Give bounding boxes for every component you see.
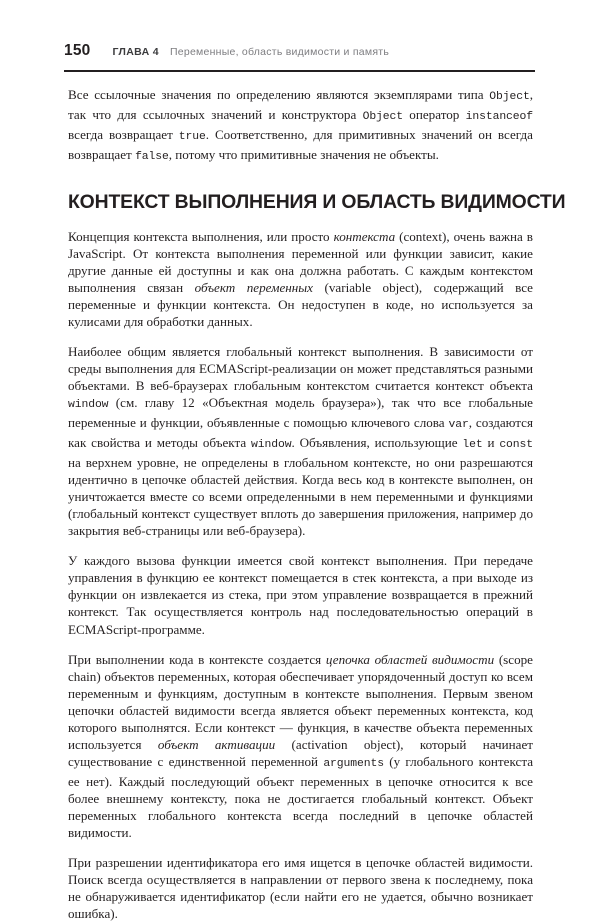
page-content bbox=[68, 86, 566, 922]
chapter-label: ГЛАВА 4 bbox=[112, 46, 159, 58]
text-run: (context), очень важна в JavaScript. От контекста выполнения переменной или функции зависит, какие другие данные ей доступны и как она должна работать. С каждым контекстом выполнения связан bbox=[68, 228, 533, 295]
text-run: (variable object), содержащий все переменные и функции контекста. Он недоступен в коде, но используется за кулисами для обработки данных. bbox=[68, 279, 533, 329]
term-activation-object: объект активации bbox=[157, 736, 276, 752]
paragraph-reference-values bbox=[68, 86, 533, 166]
page-number: 150 bbox=[64, 42, 91, 59]
text-run: (у глобального контекста ее нет). Каждый последующий объект переменных в цепочке относится к все более внешнему контексту, пока не достигается глобальный контекст. Объект переменных глобального контекста всегда последний в цепочке областей видимости. bbox=[68, 753, 534, 841]
text-run: Все ссылочные значения по определению являются экземплярами типа bbox=[68, 87, 490, 102]
paragraph-scope-chain bbox=[68, 651, 533, 842]
code-object: Object bbox=[489, 91, 530, 103]
text-run: При выполнении кода в контексте создается bbox=[68, 651, 326, 667]
text-run: , потому что примитивные значения не объекты. bbox=[168, 147, 439, 163]
paragraph-identifier-resolution bbox=[68, 854, 533, 922]
text-run: . Объявления, использующие bbox=[291, 435, 463, 451]
text-run: (activation object), который начинает существование с единственной переменной bbox=[68, 736, 533, 769]
section-heading: КОНТЕКСТ ВЫПОЛНЕНИЯ И ОБЛАСТЬ ВИДИМОСТИ bbox=[68, 191, 566, 214]
code-let: let bbox=[462, 439, 483, 452]
code-true: true bbox=[178, 131, 206, 144]
text-run: Концепция контекста выполнения, или просто bbox=[68, 228, 334, 244]
text-run: У каждого вызова функции имеется свой контекст выполнения. При передаче управления в функцию ее контекст помещается в стек контекста, а при выходе из функции он извлекается из стека, при этом управление возвращается в прежний контекст. Так осуществляется контроль над последовательностью операций в ECMAScript-программе. bbox=[68, 553, 533, 637]
code-window-methods: window bbox=[251, 439, 292, 452]
text-run: , так что для ссылочных значений и конструктора bbox=[68, 87, 533, 123]
text-run: на верхнем уровне, не определены в глобальном контексте, но они разрешаются идентично в цепочке областей действия. Когда весь код в контексте выполнен, он уничтожается вместе со всеми определенными в нем переменными и функциями (глобальный контекст существует вплоть до завершения приложения, например до закрытия веб-страницы или веб-браузера). bbox=[68, 455, 533, 539]
paragraph-call-stack bbox=[68, 552, 533, 637]
code-object-constructor: Object bbox=[362, 111, 403, 124]
code-instanceof: instanceof bbox=[465, 111, 533, 124]
text-run: оператор bbox=[403, 107, 466, 123]
text-run: . Соответственно, для примитивных значений он всегда возвращает bbox=[68, 127, 533, 163]
text-run: (scope chain) объектов переменных, которая обеспечивает упорядоченный доступ ко всем переменным и функциям, доступным в контексте выполнения. Первым звеном цепочки областей видимости всегда является объект переменных контекста, код которого выполнятся. Если контекст — функция, в качестве объекта переменных используется bbox=[68, 651, 533, 752]
code-false: false bbox=[135, 151, 169, 164]
chapter-title: Переменные, область видимости и память bbox=[169, 46, 390, 58]
text-run: всегда возвращает bbox=[68, 127, 179, 143]
paragraph-context-concept bbox=[68, 228, 533, 330]
paragraph-global-context bbox=[68, 343, 533, 540]
code-const: const bbox=[499, 439, 533, 452]
term-variable-object: объект переменных bbox=[194, 279, 313, 295]
code-window: window bbox=[68, 398, 109, 411]
code-arguments: arguments bbox=[323, 757, 384, 770]
text-run: и bbox=[482, 435, 500, 451]
term-kontexta: контекста bbox=[333, 228, 396, 244]
code-var: var bbox=[448, 419, 469, 431]
text-run: (см. главу 12 «Объектная модель браузера»), так что все глобальные переменные и функции, объявленные с помощью ключевого слова bbox=[68, 394, 533, 430]
running-header bbox=[64, 42, 536, 60]
text-run: При разрешении идентификатора его имя ищется в цепочке областей видимости. Поиск всегда осуществляется в направлении от первого звена к последнему, пока не обнаруживается идентификатор (если найти его не удается, обычно возникает ошибка). bbox=[68, 855, 533, 922]
header-divider bbox=[64, 70, 535, 72]
text-run: Наиболее общим является глобальный контекст выполнения. В зависимости от среды выполнения для ECMAScript-реализации он может представляться разными объектами. В веб-браузерах глобальным контекстом считается контекст объекта bbox=[68, 343, 533, 393]
text-run: , создаются как свойства и методы объекта bbox=[68, 415, 534, 451]
term-scope-chain: цепочка областей видимости bbox=[325, 651, 495, 667]
